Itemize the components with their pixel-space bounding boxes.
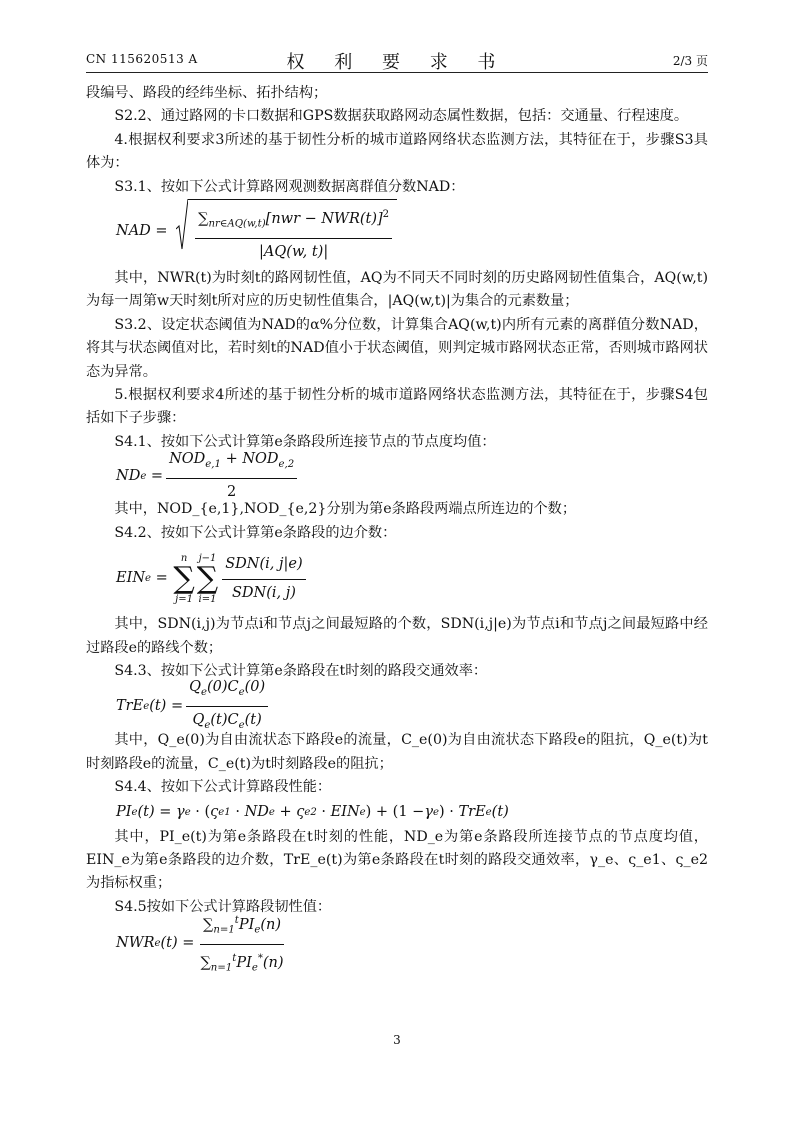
paragraph: 4.根据权利要求3所述的基于韧性分析的城市道路网络状态监测方法，其特征在于，步骤S3具体为： — [86, 131, 708, 172]
patent-number: CN 115620513 A — [86, 52, 198, 66]
paragraph: 段编号、路段的经纬坐标、拓扑结构； — [86, 85, 328, 101]
formula-nwr: NWR e (t) = $\frac{\sum_{n=1}^tPI_e(n)}{\sum_{n=1}^tPI_e^*(n)}$ — [116, 919, 708, 969]
paragraph: S4.4、按如下公式计算路段性能： — [114, 779, 332, 796]
paragraph: S4.3、按如下公式计算第e条路段在t时刻的路段交通效率： — [114, 662, 488, 679]
paragraph: S4.5按如下公式计算路段韧性值： — [114, 898, 332, 915]
paragraph: 其中，SDN(i,j)为节点i和节点j之间最短路的个数，SDN(i,j|e)为节点i和节点j之间最短路中经过路段e的路线个数； — [86, 616, 708, 656]
radical-sign-icon — [176, 199, 188, 251]
page-number: 3 — [393, 1033, 401, 1047]
paragraph: 其中，NWR(t)为时刻t的路网韧性值，AQ为不同天不同时刻的历史路网韧性值集合，AQ(w,t)为每一周第w天时刻t所对应的历史韧性值集合，|AQ(w,t)|为集合的元素数量； — [86, 270, 708, 310]
paragraph: 其中，NOD_{e,1},NOD_{e,2}分别为第e条路段两端点所连边的个数； — [114, 501, 577, 518]
header-rule — [86, 72, 708, 73]
paragraph: 其中，Q_e(0)为自由流状态下路段e的流量，C_e(0)为自由流状态下路段e的阻抗，Q_e(t)为t时刻路段e的流量，C_e(t)为t时刻路段e的阻抗； — [86, 732, 708, 772]
formula-tre: TrE e (t) = $\frac{Q_e(0)C_e(0)}{Q_e(t)C_e(t)}$ — [116, 683, 708, 729]
paragraph: S2.2、通过路网的卡口数据和GPS数据获取路网动态属性数据，包括：交通量、行程速度。 — [114, 108, 689, 125]
formula-pi: PI e (t) = γ e · ( ς e1 · ND e + ς e2 · EIN e ) + (1 − γ e ) · TrE e (t) — [116, 803, 509, 820]
formula-ein: EIN e = n ∑ j=1 j−1 ∑ i=1 $\frac{\text{SDN(i, j|e)}}{\text{SDN(i, j)}}$ — [116, 545, 708, 613]
paragraph: S3.2、设定状态阈值为NAD的α%分位数，计算集合AQ(w,t)内所有元素的离群值分数NAD，将其与状态阈值对比，若时刻t的NAD值小于状态阈值，则判定城市路网状态正常，否则城市路网状态为异常。 — [86, 316, 708, 380]
paragraph: 其中，PI_e(t)为第e条路段在t时刻的性能，ND_e为第e条路段所连接节点的节点度均值，EIN_e为第e条路段的边介数，TrE_e(t)为第e条路段在t时刻的路段交通效率，γ_e、ς_e1、ς_e2为指标权重； — [86, 828, 708, 892]
formula-nad: NAD = $\frac{\sum_{nr\in AQ(w,t)}[nwr - NWR(t)]^2}{|AQ(w, t)|}$ — [116, 201, 708, 263]
page-indicator: 2/3 页 — [672, 54, 708, 68]
document-title: 权 利 要 求 书 — [286, 52, 508, 73]
page-header — [86, 48, 708, 72]
paragraph: S4.1、按如下公式计算第e条路段所连接节点的节点度均值： — [114, 433, 496, 450]
paragraph: S4.2、按如下公式计算第e条路段的边介数： — [114, 524, 397, 541]
formula-nd: ND e = $\frac{NOD_{e,1} + NOD_{e,2}}{2}$ — [116, 454, 708, 498]
paragraph: S3.1、按如下公式计算路网观测数据离群值分数NAD： — [114, 178, 465, 195]
claims-body — [86, 82, 708, 974]
paragraph: 5.根据权利要求4所述的基于韧性分析的城市道路网络状态监测方法，其特征在于，步骤S4包括如下子步骤： — [86, 387, 708, 427]
